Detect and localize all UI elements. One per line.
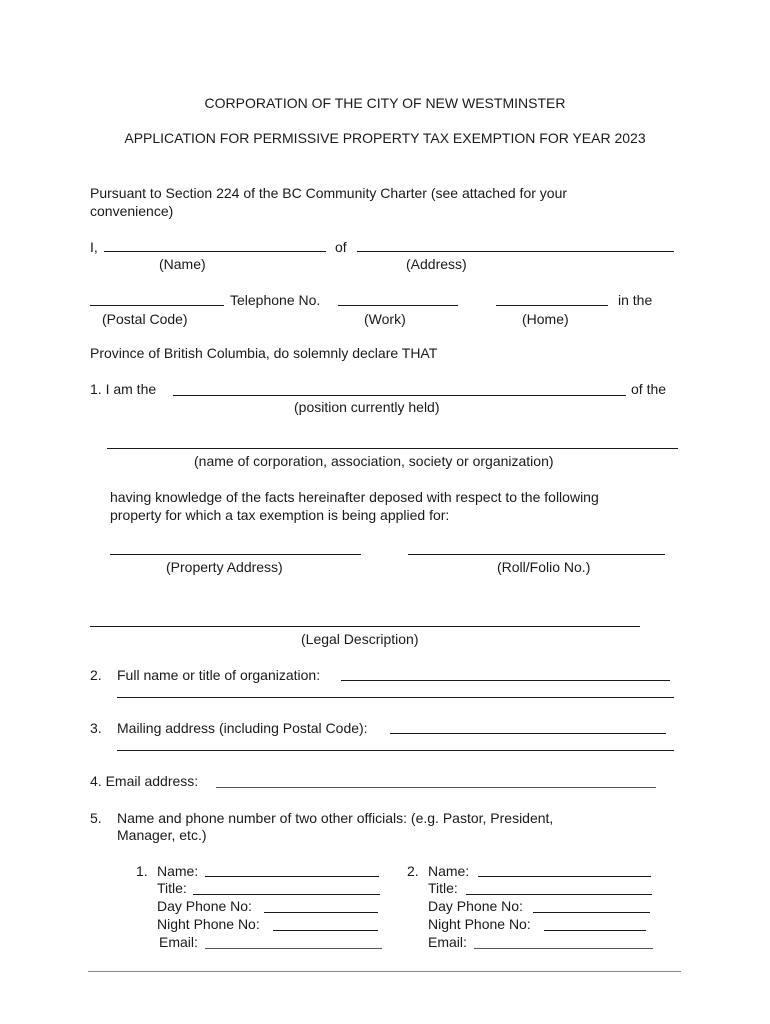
position-held-field[interactable] bbox=[173, 395, 626, 396]
in-the-label: in the bbox=[618, 292, 653, 308]
official-2-night-phone-label: Night Phone No: bbox=[428, 916, 531, 932]
official-1-email-field[interactable] bbox=[205, 948, 382, 949]
telephone-label: Telephone No. bbox=[230, 292, 321, 308]
intro-line-1: Pursuant to Section 224 of the BC Community Charter (see attached for your bbox=[90, 185, 568, 201]
item4-label: 4. Email address: bbox=[90, 773, 199, 789]
mailing-address-field[interactable] bbox=[390, 733, 666, 734]
official-1-name-field[interactable] bbox=[205, 876, 379, 877]
official-2-night-phone-field[interactable] bbox=[544, 930, 646, 931]
property-address-field[interactable] bbox=[110, 554, 361, 555]
legal-description-field[interactable] bbox=[90, 626, 640, 627]
intro-line-2: convenience) bbox=[90, 203, 174, 219]
mailing-address-field-2[interactable] bbox=[117, 750, 674, 751]
postal-code-field[interactable] bbox=[90, 305, 224, 306]
email-address-field[interactable] bbox=[216, 787, 656, 788]
official-2-email-field[interactable] bbox=[474, 948, 653, 949]
official-1-night-phone-label: Night Phone No: bbox=[157, 916, 260, 932]
footer-divider bbox=[88, 971, 681, 972]
name-caption: (Name) bbox=[159, 256, 206, 272]
official-2-number: 2. bbox=[407, 863, 419, 879]
knowledge-line-1: having knowledge of the facts hereinafter deposed with respect to the following bbox=[110, 489, 599, 505]
organization-title-field[interactable] bbox=[341, 680, 670, 681]
item5-number: 5. bbox=[90, 810, 102, 826]
official-2-title-label: Title: bbox=[428, 880, 458, 896]
declaration-i-label: I, bbox=[90, 239, 98, 255]
home-caption: (Home) bbox=[522, 311, 569, 327]
declarant-address-field[interactable] bbox=[357, 251, 674, 252]
of-label: of bbox=[335, 239, 347, 255]
item3-number: 3. bbox=[90, 720, 102, 736]
work-phone-field[interactable] bbox=[338, 305, 458, 306]
official-2-day-phone-field[interactable] bbox=[533, 912, 650, 913]
official-2-day-phone-label: Day Phone No: bbox=[428, 898, 523, 914]
item5-line-1: Name and phone number of two other officials: (e.g. Pastor, President, bbox=[117, 810, 554, 826]
official-1-day-phone-field[interactable] bbox=[264, 912, 378, 913]
roll-folio-field[interactable] bbox=[408, 554, 665, 555]
official-1-name-label: Name: bbox=[157, 863, 199, 879]
organization-name-field[interactable] bbox=[107, 448, 678, 449]
legal-description-caption: (Legal Description) bbox=[301, 631, 419, 647]
declarant-name-field[interactable] bbox=[104, 251, 326, 252]
roll-folio-caption: (Roll/Folio No.) bbox=[497, 559, 591, 575]
official-2-title-field[interactable] bbox=[466, 894, 652, 895]
item3-label: Mailing address (including Postal Code): bbox=[117, 720, 368, 736]
document-title: APPLICATION FOR PERMISSIVE PROPERTY TAX EXEMPTION FOR YEAR 2023 bbox=[124, 130, 646, 146]
official-1-day-phone-label: Day Phone No: bbox=[157, 898, 252, 914]
property-address-caption: (Property Address) bbox=[166, 559, 283, 575]
official-2-name-label: Name: bbox=[428, 863, 470, 879]
official-2-name-field[interactable] bbox=[478, 876, 651, 877]
item2-number: 2. bbox=[90, 667, 102, 683]
province-declaration: Province of British Columbia, do solemnly declare THAT bbox=[90, 345, 438, 361]
official-1-title-field[interactable] bbox=[193, 894, 380, 895]
item1-lead: 1. I am the bbox=[90, 381, 157, 397]
postal-code-caption: (Postal Code) bbox=[102, 311, 188, 327]
official-1-number: 1. bbox=[136, 863, 148, 879]
of-the-label: of the bbox=[631, 381, 667, 397]
item5-line-2: Manager, etc.) bbox=[117, 827, 207, 843]
official-1-night-phone-field[interactable] bbox=[273, 930, 378, 931]
knowledge-line-2: property for which a tax exemption is being applied for: bbox=[110, 507, 450, 523]
organization-caption: (name of corporation, association, society or organization) bbox=[194, 453, 554, 469]
official-1-title-label: Title: bbox=[157, 880, 187, 896]
address-caption: (Address) bbox=[406, 256, 467, 272]
home-phone-field[interactable] bbox=[496, 305, 608, 306]
position-caption: (position currently held) bbox=[294, 399, 440, 415]
official-1-email-label: Email: bbox=[159, 934, 198, 950]
organization-title-field-2[interactable] bbox=[117, 697, 674, 698]
official-2-email-label: Email: bbox=[428, 934, 467, 950]
item2-label: Full name or title of organization: bbox=[117, 667, 321, 683]
document-org-heading: CORPORATION OF THE CITY OF NEW WESTMINSTER bbox=[204, 95, 566, 111]
work-caption: (Work) bbox=[364, 311, 406, 327]
